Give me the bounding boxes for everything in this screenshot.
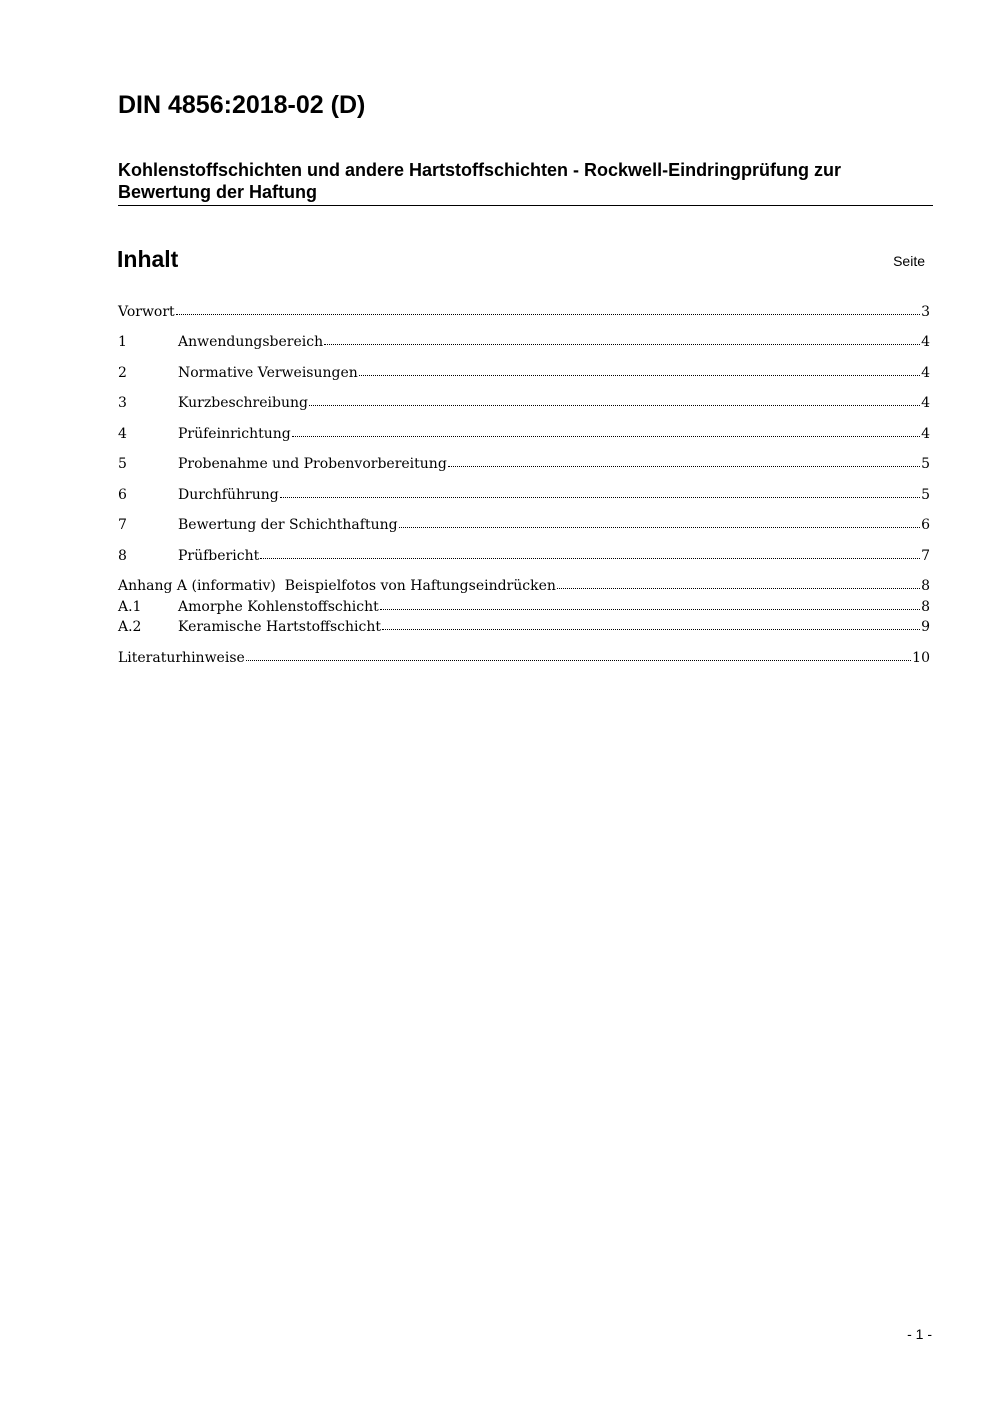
toc-entry-title: Anhang A (informativ) Beispielfotos von Haftungseindrücken xyxy=(118,578,556,594)
toc-entry-page: 4 xyxy=(921,365,930,381)
toc-entry-4[interactable] xyxy=(118,425,930,443)
toc-entry-number: 7 xyxy=(118,517,127,533)
toc-leader-dots xyxy=(557,578,920,590)
toc-entry-number: 1 xyxy=(118,334,127,350)
toc-entry-5[interactable] xyxy=(118,455,930,473)
toc-entry-number: A.1 xyxy=(118,599,142,615)
toc-entry-title: Vorwort xyxy=(118,304,175,320)
toc-leader-dots xyxy=(309,395,920,407)
toc-entry-vorwort[interactable] xyxy=(118,303,930,321)
toc-leader-dots xyxy=(246,650,911,662)
toc-leader-dots xyxy=(359,365,920,377)
toc-page-column-label: Seite xyxy=(893,253,925,269)
toc-entry-title: Prüfbericht xyxy=(178,548,260,564)
toc-entry-page: 4 xyxy=(921,334,930,350)
toc-leader-dots xyxy=(448,456,920,468)
toc-entry-number: 2 xyxy=(118,365,127,381)
toc-leader-dots xyxy=(176,304,920,316)
toc-entry-page: 3 xyxy=(921,304,930,320)
document-title: DIN 4856:2018-02 (D) xyxy=(118,91,366,119)
toc-leader-dots xyxy=(324,334,920,346)
toc-leader-dots xyxy=(260,548,920,560)
toc-entry-number: 8 xyxy=(118,548,127,564)
toc-leader-dots xyxy=(382,619,920,631)
toc-entry-number: 4 xyxy=(118,426,127,442)
toc-entry-1[interactable] xyxy=(118,333,930,351)
toc-entry-number: 3 xyxy=(118,395,127,411)
toc-entry-page: 7 xyxy=(921,548,930,564)
page-number-footer: - 1 - xyxy=(907,1326,932,1342)
toc-entry-7[interactable] xyxy=(118,516,930,534)
toc-entry-page: 4 xyxy=(921,395,930,411)
toc-entry-a2[interactable] xyxy=(118,618,930,636)
document-subtitle: Kohlenstoffschichten und andere Hartstoffschichten - Rockwell-Eindringprüfung zur Bewertung der Haftung xyxy=(118,159,933,206)
toc-entry-page: 6 xyxy=(921,517,930,533)
toc-leader-dots xyxy=(292,426,920,438)
toc-entry-title: Durchführung xyxy=(178,487,279,503)
toc-entry-number: 6 xyxy=(118,487,127,503)
toc-entry-page: 5 xyxy=(921,456,930,472)
toc-leader-dots xyxy=(399,517,921,529)
toc-entry-title: Prüfeinrichtung xyxy=(178,426,291,442)
toc-leader-dots xyxy=(280,487,920,499)
toc-entry-title: Bewertung der Schichthaftung xyxy=(178,517,398,533)
toc-leader-dots xyxy=(380,599,920,611)
toc-entry-page: 5 xyxy=(921,487,930,503)
toc-entry-2[interactable] xyxy=(118,364,930,382)
toc-entry-annex-a[interactable] xyxy=(118,577,930,595)
toc-entry-6[interactable] xyxy=(118,486,930,504)
toc-entry-page: 9 xyxy=(921,619,930,635)
toc-entry-3[interactable] xyxy=(118,394,930,412)
toc-entry-title: Literaturhinweise xyxy=(118,650,245,666)
toc-entry-page: 8 xyxy=(921,599,930,615)
toc-entry-title: Kurzbeschreibung xyxy=(178,395,308,411)
toc-heading: Inhalt xyxy=(117,246,179,272)
toc-entry-title: Probenahme und Probenvorbereitung xyxy=(178,456,447,472)
toc-entry-title: Amorphe Kohlenstoffschicht xyxy=(178,599,379,615)
toc-entry-page: 8 xyxy=(921,578,930,594)
toc-entry-title: Normative Verweisungen xyxy=(178,365,358,381)
toc-entry-a1[interactable] xyxy=(118,598,930,616)
toc-entry-8[interactable] xyxy=(118,547,930,565)
toc-entry-number: 5 xyxy=(118,456,127,472)
toc-entry-page: 10 xyxy=(912,650,930,666)
toc-entry-page: 4 xyxy=(921,426,930,442)
toc-entry-title: Keramische Hartstoffschicht xyxy=(178,619,381,635)
toc-entry-number: A.2 xyxy=(118,619,142,635)
toc-entry-literaturhinweise[interactable] xyxy=(118,649,930,667)
toc-entry-title: Anwendungsbereich xyxy=(178,334,324,350)
